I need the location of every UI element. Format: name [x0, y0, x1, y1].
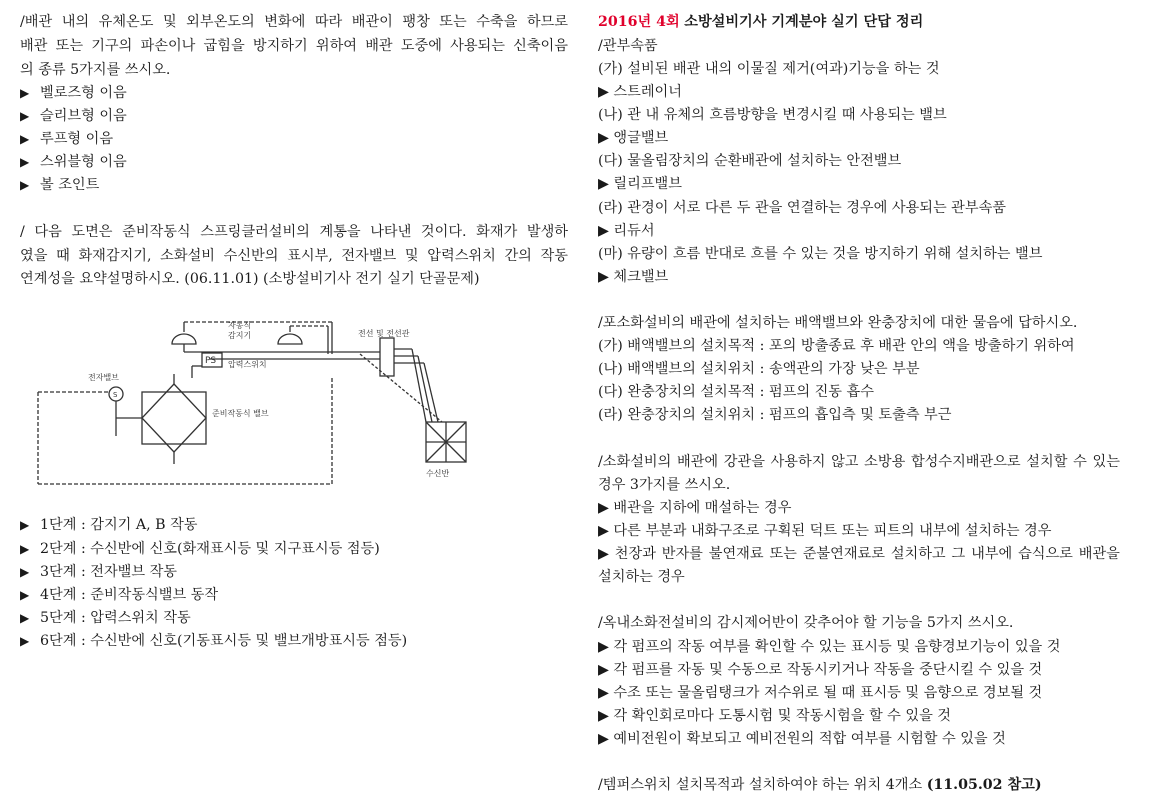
- text-line: ▶ 릴리프밸브: [598, 176, 682, 192]
- answer-item: ▶ 루프형 이음: [20, 131, 114, 147]
- text-line: (가) 설비된 배관 내의 이물질 제거(여과)기능을 하는 것: [598, 61, 940, 77]
- bullet-icon: ▶: [20, 542, 30, 556]
- answer-item: ▶ 스위블형 이음: [20, 154, 127, 170]
- detector-icon: [172, 334, 196, 344]
- text-line: 설치하는 경우: [598, 569, 685, 585]
- conduit-icon: [380, 338, 394, 376]
- q2-line: 였을 때 화재감지기, 소화설비 수신반의 표시부, 전자밸브 및 압력스위치 간의 작동: [20, 248, 568, 264]
- text-line: ▶ 체크밸브: [598, 269, 669, 285]
- answer-item: ▶ 슬리브형 이음: [20, 108, 127, 124]
- page-title: [598, 12, 923, 32]
- text-line: ▶ 수조 또는 물올림탱크가 저수위로 될 때 표시등 및 음향으로 경보될 것: [598, 685, 1043, 701]
- bullet-icon: ▶: [20, 155, 30, 169]
- preaction-sprinkler-diagram: [32, 314, 492, 494]
- text-line: (나) 배액밸브의 설치위치 : 송액관의 가장 낮은 부분: [598, 361, 920, 377]
- text-line: (나) 관 내 유체의 흐름방향을 변경시킬 때 사용되는 밸브: [598, 107, 947, 123]
- panel-label: 수신반: [426, 469, 450, 478]
- text-line: ▶ 배관을 지하에 매설하는 경우: [598, 500, 792, 516]
- step-item: ▶ 6단계 : 수신반에 신호(기동표시등 및 밸브개방표시등 점등): [20, 633, 408, 649]
- text-line: ▶ 스트레이너: [598, 84, 682, 100]
- bullet-icon: ▶: [20, 518, 30, 532]
- step-item: ▶ 3단계 : 전자밸브 작동: [20, 564, 177, 580]
- q2-line: 연계성을 요약설명하시오. (06.11.01) (소방설비기사 전기 실기 단골문제): [20, 271, 480, 287]
- text-line: ▶ 앵글밸브: [598, 130, 669, 146]
- text-line: ▶ 리듀서: [598, 223, 655, 239]
- solenoid-symbol: S: [113, 391, 118, 399]
- detector-icon: [278, 334, 302, 344]
- detector-label: 감지기: [228, 331, 252, 340]
- text-line: ▶ 각 펌프를 자동 및 수동으로 작동시키거나 작동을 중단시킬 수 있을 것: [598, 662, 1043, 678]
- text-line: (다) 물올림장치의 순환배관에 설치하는 안전밸브: [598, 153, 902, 169]
- text-line: ▶ 다른 부분과 내화구조로 구획된 덕트 또는 피트의 내부에 설치하는 경우: [598, 523, 1052, 539]
- solenoid-label: 전자밸브: [88, 373, 119, 382]
- q1-line: 배관 또는 기구의 파손이나 굽힘을 방지하기 위하여 배관 도중에 사용되는 신축이음: [20, 38, 568, 54]
- bullet-icon: ▶: [20, 611, 30, 625]
- ps-label: 압력스위치: [228, 360, 267, 369]
- ps-box-text: PS: [205, 356, 217, 366]
- answer-item: ▶ 볼 조인트: [20, 177, 100, 193]
- step-item: ▶ 5단계 : 압력스위치 작동: [20, 610, 191, 626]
- q1-line: /배관 내의 유체온도 및 외부온도의 변화에 따라 배관이 팽창 또는 수축을 하므로: [20, 14, 568, 30]
- valve-box: [142, 392, 206, 444]
- step-item: ▶ 2단계 : 수신반에 신호(화재표시등 및 지구표시등 점등): [20, 541, 380, 557]
- text-line: /포소화설비의 배관에 설치하는 배액밸브와 완충장치에 대한 물음에 답하시오.: [598, 315, 1078, 331]
- answer-item: ▶ 벨로즈형 이음: [20, 85, 127, 101]
- bullet-icon: ▶: [20, 634, 30, 648]
- wire-label: 전선 및 전선관: [358, 329, 410, 338]
- q2-line: / 다음 도면은 준비작동식 스프링클러설비의 계통을 나타낸 것이다. 화재가 발생하: [20, 224, 568, 240]
- bullet-icon: ▶: [20, 109, 30, 123]
- step-item: ▶ 1단계 : 감지기 A, B 작동: [20, 517, 198, 533]
- text-line: ▶ 각 펌프의 작동 여부를 확인할 수 있는 표시등 및 음향경보기능이 있을 것: [598, 639, 1061, 655]
- reference-note: (11.05.02 참고): [926, 777, 1042, 793]
- text-line: ▶ 천장과 반자를 불연재료 또는 준불연재료로 설치하고 그 내부에 습식으로 배관을: [598, 546, 1120, 562]
- bullet-icon: ▶: [20, 132, 30, 146]
- preaction-valve-icon: [142, 384, 206, 452]
- text-line: ▶ 각 확인회로마다 도통시험 및 작동시험을 할 수 있을 것: [598, 708, 952, 724]
- text-line: /소화설비의 배관에 강관을 사용하지 않고 소방용 합성수지배관으로 설치할 수 있는: [598, 454, 1120, 470]
- text-line: 경우 3가지를 쓰시오.: [598, 477, 731, 493]
- detector-label: 자동식: [228, 321, 252, 330]
- bullet-icon: ▶: [20, 178, 30, 192]
- bullet-icon: ▶: [20, 588, 30, 602]
- text-line: /옥내소화전설비의 감시제어반이 갖추어야 할 기능을 5가지 쓰시오.: [598, 615, 1014, 631]
- q1-line: 의 종류 5가지를 쓰시오.: [20, 62, 171, 78]
- title-text: 소방설비기사 기계분야 실기 단답 정리: [684, 14, 924, 30]
- title-year: 2016년 4회: [598, 14, 680, 30]
- text-line: /관부속품: [598, 38, 658, 54]
- text-line: (가) 배액밸브의 설치목적 : 포의 방출종료 후 배관 안의 액을 방출하기 위하여: [598, 338, 1075, 354]
- text-line: (라) 완충장치의 설치위치 : 펌프의 흡입측 및 토출측 부근: [598, 407, 952, 423]
- text-line: (다) 완충장치의 설치목적 : 펌프의 진동 흡수: [598, 384, 874, 400]
- text-line: (마) 유량이 흐름 반대로 흐를 수 있는 것을 방지하기 위해 설치하는 밸브: [598, 246, 1043, 262]
- step-item: ▶ 4단계 : 준비작동식밸브 동작: [20, 587, 219, 603]
- text-line: ▶ 예비전원이 확보되고 예비전원의 적합 여부를 시험할 수 있을 것: [598, 731, 1006, 747]
- bullet-icon: ▶: [20, 565, 30, 579]
- valve-label: 준비작동식 밸브: [212, 409, 269, 418]
- text-line: (라) 관경이 서로 다른 두 관을 연결하는 경우에 사용되는 관부속품: [598, 200, 1006, 216]
- text-line: /템퍼스위치 설치목적과 설치하여야 하는 위치 4개소 (11.05.02 참고): [598, 777, 1042, 793]
- bullet-icon: ▶: [20, 86, 30, 100]
